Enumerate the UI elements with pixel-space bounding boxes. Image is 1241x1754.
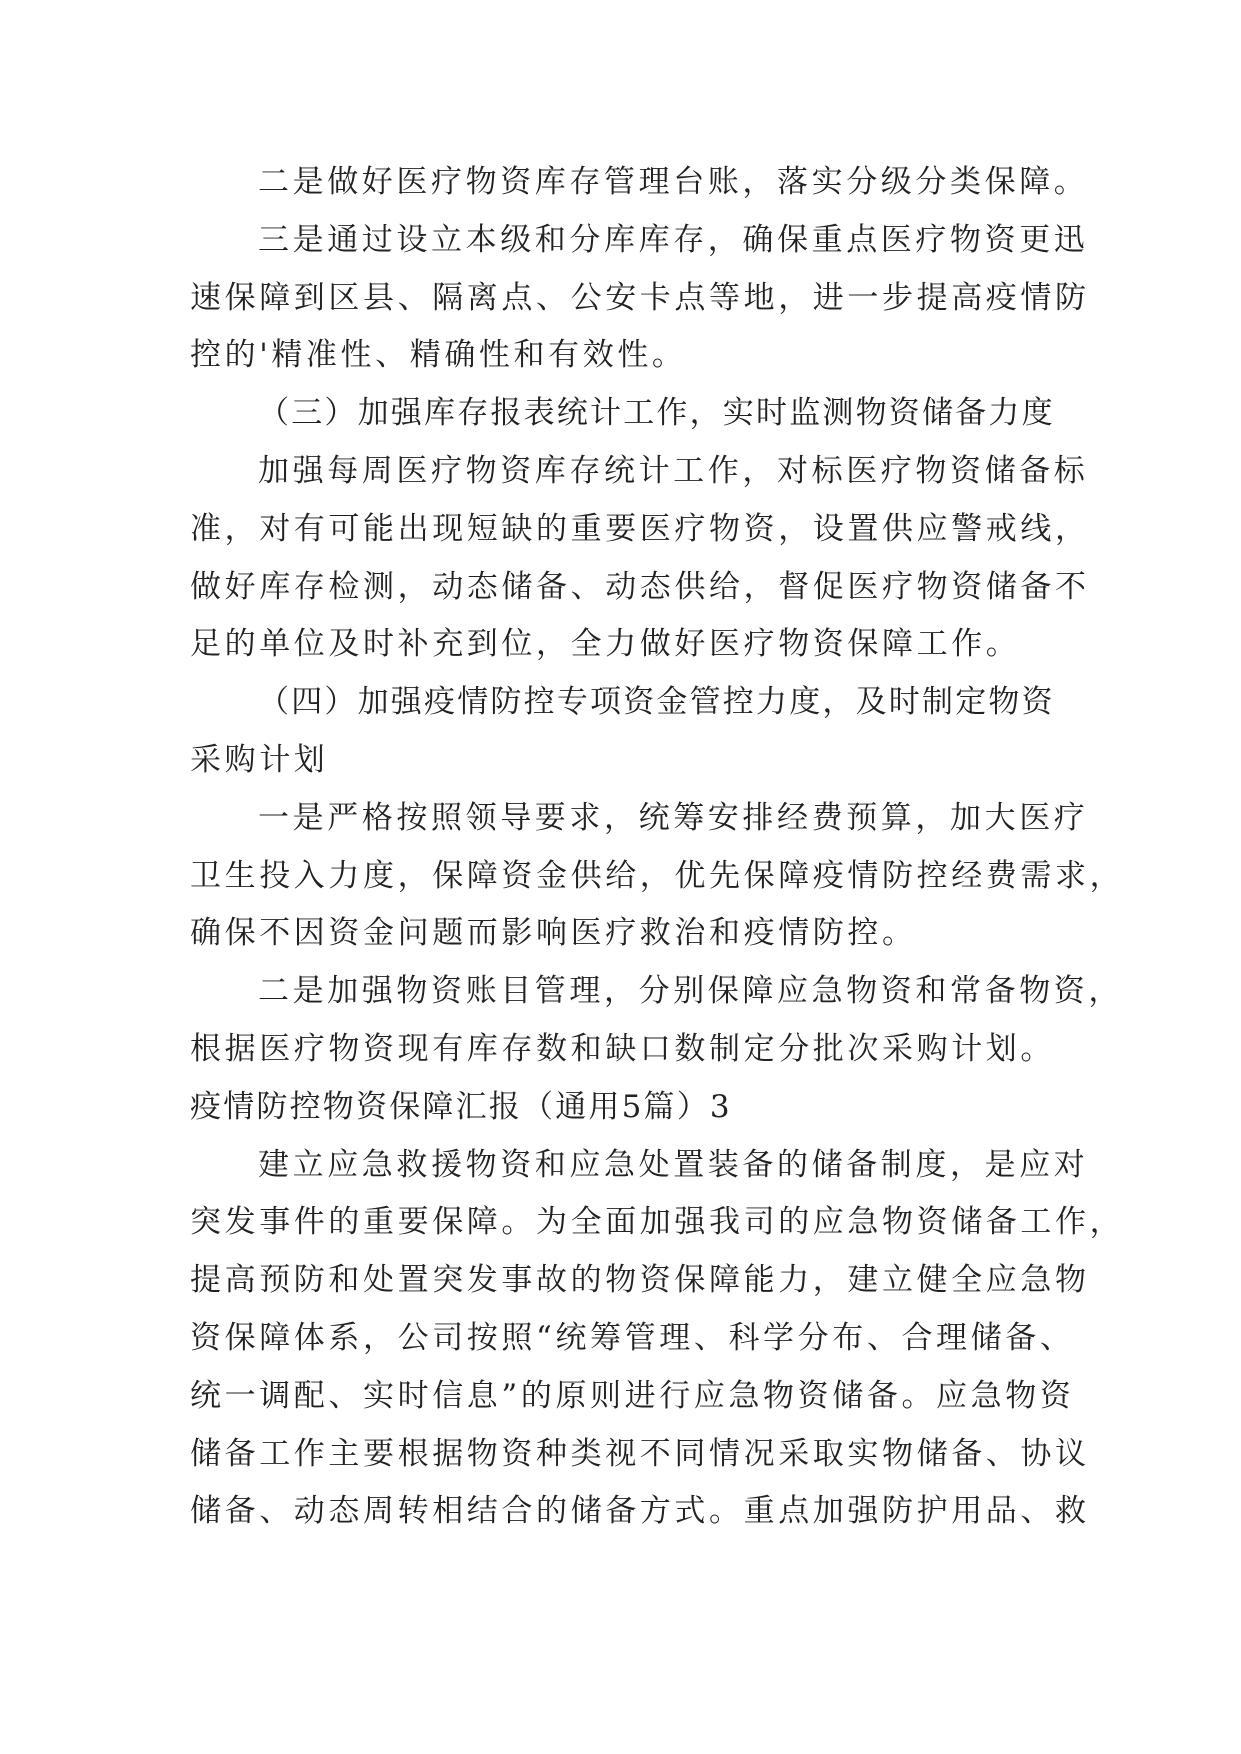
section-heading: （三）加强库存报表统计工作，实时监测物资储备力度 <box>258 395 1055 432</box>
paragraph-line: 足的单位及时补充到位，全力做好医疗物资保障工作。 <box>190 626 1021 663</box>
paragraph-line: 控的'精准性、精确性和有效性。 <box>190 337 687 374</box>
paragraph-line: 储备工作主要根据物资种类视不同情况采取实物储备、协议 <box>190 1435 1090 1472</box>
paragraph-line: 速保障到区县、隔离点、公安卡点等地，进一步提高疫情防 <box>190 279 1090 316</box>
paragraph-line: 加强每周医疗物资库存统计工作，对标医疗物资储备标 <box>258 452 1089 489</box>
paragraph-line: 准，对有可能出现短缺的重要医疗物资，设置供应警戒线， <box>190 510 1090 547</box>
section-heading: （四）加强疫情防控专项资金管控力度，及时制定物资 <box>258 684 1055 721</box>
paragraph-line: 统一调配、实时信息”的原则进行应急物资储备。应急物资 <box>190 1377 1075 1414</box>
paragraph-line: 二是做好医疗物资库存管理台账，落实分级分类保障。 <box>258 164 1089 200</box>
paragraph-line: 确保不因资金问题而影响医疗救治和疫情防控。 <box>190 915 917 952</box>
paragraph-line: 卫生投入力度，保障资金供给，优先保障疫情防控经费需求， <box>190 857 1125 894</box>
paragraph-line: 三是通过设立本级和分库库存，确保重点医疗物资更迅 <box>258 221 1089 258</box>
paragraph-line: 建立应急救援物资和应急处置装备的储备制度，是应对 <box>258 1146 1089 1183</box>
paragraph-line: 资保障体系，公司按照“统筹管理、科学分布、合理储备、 <box>190 1319 1075 1356</box>
paragraph-line: 储备、动态周转相结合的储备方式。重点加强防护用品、救 <box>190 1493 1090 1530</box>
paragraph-line: 根据医疗物资现有库存数和缺口数制定分批次采购计划。 <box>190 1030 1055 1067</box>
paragraph-line: 提高预防和处置突发事故的物资保障能力，建立健全应急物 <box>190 1262 1090 1299</box>
paragraph-line: 一是严格按照领导要求，统筹安排经费预算，加大医疗 <box>258 799 1089 836</box>
section-heading-continued: 采购计划 <box>190 741 329 778</box>
article-title: 疫情防控物资保障汇报（通用5篇）3 <box>190 1088 732 1125</box>
document-body <box>190 154 1125 1541</box>
paragraph-line: 做好库存检测，动态储备、动态供给，督促医疗物资储备不 <box>190 568 1090 605</box>
paragraph-line: 二是加强物资账目管理，分别保障应急物资和常备物资， <box>258 973 1123 1010</box>
paragraph-line: 突发事件的重要保障。为全面加强我司的应急物资储备工作， <box>190 1204 1125 1241</box>
